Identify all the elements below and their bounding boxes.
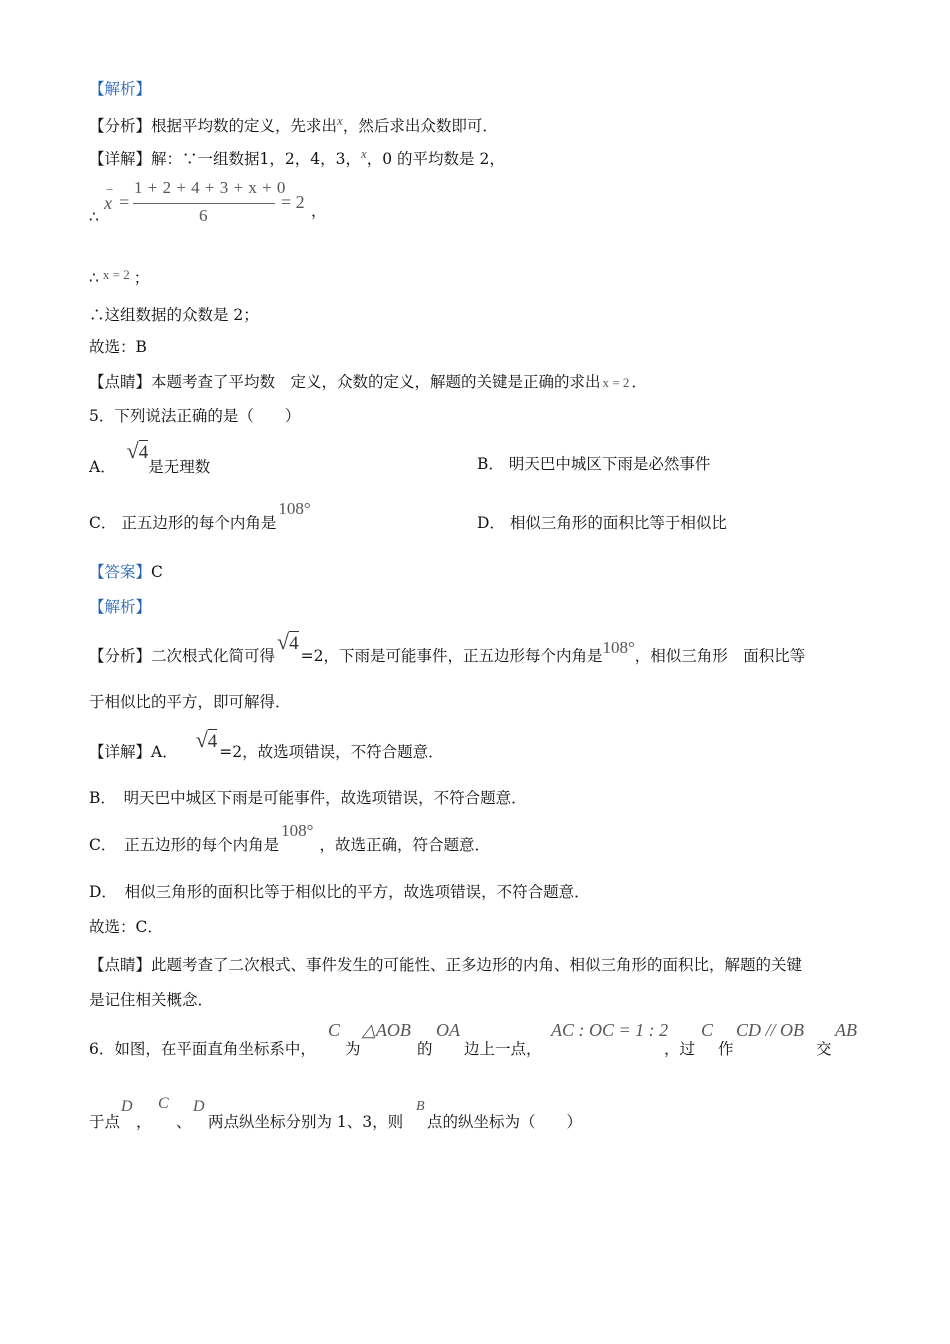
therefore-symbol: ∴: [89, 208, 99, 226]
fraction-bar: [133, 203, 275, 204]
q5-option-d: [477, 511, 727, 533]
xiangjie-paragraph: [89, 146, 505, 169]
q6-text-g: 交: [816, 1040, 832, 1058]
period: ．: [631, 373, 647, 391]
point-c: C: [158, 1095, 169, 1112]
q6-text-c: 的: [417, 1040, 433, 1058]
segment-ab: AB: [835, 1020, 857, 1040]
option-d-text: 相似三角形的面积比等于相似比: [509, 514, 727, 532]
q6-text-i: ，: [136, 1113, 152, 1131]
formula-rhs: = 2: [281, 192, 305, 212]
formula-comma: ，: [311, 202, 327, 220]
dianjing-paragraph: [89, 370, 647, 392]
overline-mark: −: [106, 182, 114, 197]
option-label: A．: [89, 458, 116, 476]
q6-text-k: 两点纵坐标分别为 1、3，则: [208, 1113, 404, 1131]
choice-statement: 故选：B: [89, 338, 147, 356]
ratio-ac-oc: AC : OC = 1 : 2: [551, 1020, 669, 1040]
sqrt-4: √ 4: [277, 629, 299, 654]
q5-xiangjie-d: D． 相似三角形的面积比等于相似比的平方，故选项错误，不符合题意．: [89, 883, 590, 901]
angle-108: 108°: [602, 638, 635, 657]
dianjing-tag: 【点睛】: [89, 373, 152, 391]
formula-xbar: x: [104, 193, 112, 213]
var-x: x: [337, 113, 343, 128]
formula-numerator: 1 + 2 + 4 + 3 + x + 0: [134, 178, 286, 197]
parallel-cd-ob: CD // OB: [736, 1020, 805, 1040]
fenxi-text-a: 二次根式化简可得: [151, 647, 276, 665]
fenxi-tag: 【分析】: [89, 117, 152, 136]
formula-equals: =: [119, 192, 130, 212]
jiexi-heading: 【解析】: [89, 80, 152, 98]
dianjing-text: 本题考查了平均数 定义，众数的定义，解题的关键是正确的求出: [151, 373, 601, 391]
option-label: C．: [89, 514, 117, 532]
q6-text-d: 边上一点，: [464, 1040, 542, 1058]
q5-dianjing-continued: 是记住相关概念．: [89, 991, 214, 1009]
answer-tag: 【答案】: [89, 563, 152, 581]
point-d: D: [193, 1098, 205, 1115]
fenxi-tag: 【分析】: [89, 647, 152, 665]
q5-xiangjie-a: [89, 727, 444, 763]
option-c-text: 正五边形的每个内角是: [121, 514, 277, 532]
option-a-text: 是无理数: [148, 458, 211, 476]
q5-answer: [89, 560, 163, 582]
q6-text-f: 作: [718, 1040, 734, 1058]
dianjing-text: 此题考查了二次根式、事件发生的可能性、正多边形的内角、相似三角形的面积比，解题的关键: [151, 956, 803, 974]
fenxi-paragraph: [89, 113, 498, 136]
point-b: B: [416, 1099, 425, 1114]
option-label: B．: [477, 455, 504, 473]
q6-text-a: 6．如图，在平面直角坐标系中，: [89, 1040, 316, 1058]
mode-statement: ∴这组数据的众数是 2；: [89, 306, 259, 324]
angle-108: 108°: [281, 821, 314, 840]
fenxi-text-b: ，然后求出众数即可．: [342, 117, 498, 136]
xiangjie-a-text: =2，故选项错误，不符合题意．: [219, 743, 444, 761]
point-c: C: [701, 1020, 714, 1040]
q6-text-h: 于点: [89, 1113, 121, 1131]
q6-text-e: ，过: [664, 1040, 696, 1058]
fenxi-text-b: =2，下雨是可能事件，正五边形每个内角是: [300, 647, 603, 665]
q6-text-b: 为: [345, 1040, 361, 1058]
var-x: x: [360, 146, 367, 161]
formula-denominator: 6: [199, 206, 208, 225]
q5-fenxi-paragraph: [89, 629, 806, 667]
q5-xiangjie-b: B． 明天巴中城区下雨是可能事件，故选项错误，不符合题意．: [89, 789, 527, 807]
q5-jiexi-heading: 【解析】: [89, 598, 152, 616]
xiangjie-tag: 【详解】: [89, 743, 152, 761]
fenxi-text-a: 根据平均数的定义，先求出: [151, 117, 338, 136]
q5-option-b: [477, 452, 710, 474]
option-label: D．: [477, 514, 505, 532]
q5-dianjing: [89, 953, 802, 975]
q6-text-l: 点的纵坐标为（ ）: [427, 1113, 583, 1131]
dianjing-tag: 【点睛】: [89, 956, 152, 974]
segment-oa: OA: [436, 1020, 460, 1040]
q5-xiangjie-c: [89, 821, 490, 855]
triangle-aob: △AOB: [362, 1020, 411, 1040]
xiangjie-c-text-b: ，故选正确，符合题意．: [319, 836, 490, 854]
angle-108: 108°: [278, 499, 311, 518]
q5-fenxi-continued: 于相似比的平方，即可解得．: [89, 693, 291, 711]
q5-choice: 故选：C．: [89, 918, 163, 936]
q6-text-j: 、: [176, 1113, 192, 1131]
sqrt-4: √ 4: [126, 438, 149, 463]
semicolon: ；: [133, 269, 150, 287]
q5-option-c: [89, 499, 311, 533]
xiangjie-c-text-a: C． 正五边形的每个内角是: [89, 836, 280, 854]
xiangjie-tag: 【详解】: [89, 150, 152, 169]
option-b-text: 明天巴中城区下雨是必然事件: [508, 455, 711, 473]
fenxi-text-c: ，相似三角形 面积比等: [634, 647, 806, 665]
q5-stem: 5．下列说法正确的是（ ）: [89, 407, 301, 425]
xiangjie-text-b: ，0 的平均数是 2，: [366, 150, 505, 169]
math-x-eq-2: x = 2: [102, 267, 130, 282]
therefore-symbol: ∴: [89, 269, 99, 287]
math-x-eq-2: x = 2: [602, 375, 630, 390]
option-label: A．: [151, 743, 178, 761]
sqrt-4: √ 4: [195, 727, 218, 752]
step-x-equals-2: [89, 266, 149, 288]
point-d: D: [121, 1098, 133, 1115]
q5-option-a: [89, 438, 211, 478]
xiangjie-text-a: 解：∵一组数据1，2，4，3，: [151, 150, 361, 169]
answer-value: C: [151, 563, 163, 581]
point-c: C: [328, 1020, 341, 1040]
